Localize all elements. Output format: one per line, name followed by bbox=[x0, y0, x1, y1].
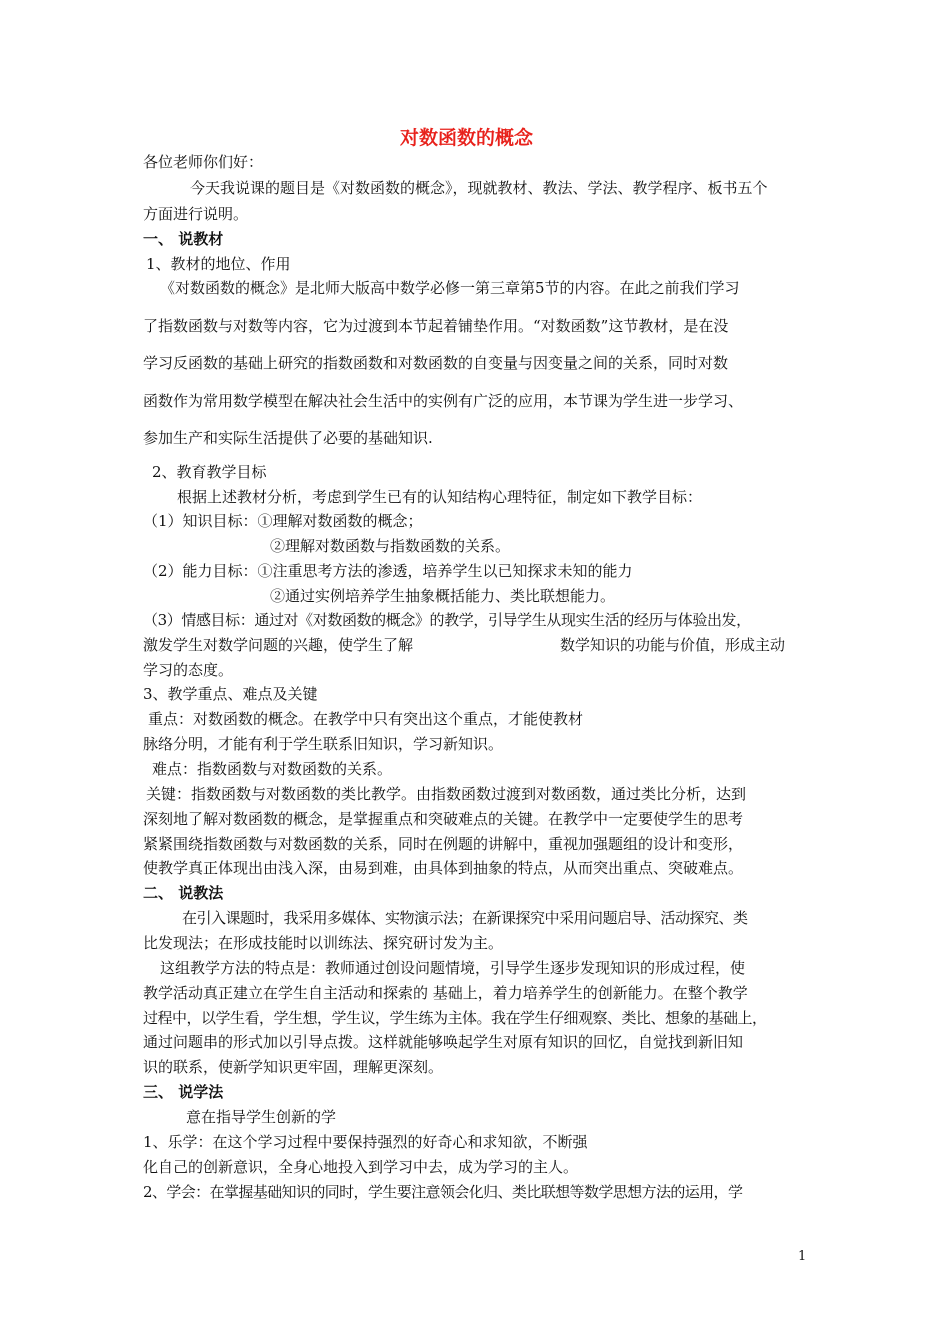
method-2-line-4: 通过问题串的形式加以引导点拨。这样就能够唤起学生对原有知识的回忆，自觉找到新旧知 bbox=[143, 1033, 744, 1051]
crux-line-1: 关键：指数函数与对数函数的类比教学。由指数函数过渡到对数函数，通过类比分析，达到 bbox=[146, 785, 747, 803]
goal-3-line-2a: 激发学生对数学问题的兴趣，使学生了解 bbox=[143, 636, 414, 654]
section-2-heading: 二、 说教法 bbox=[143, 884, 224, 902]
subsection-1-1-heading: 1、教材的地位、作用 bbox=[146, 255, 291, 273]
intro-line-2: 方面进行说明。 bbox=[143, 205, 249, 223]
crux-line-3: 紧紧围绕指数函数与对数函数的关系，同时在例题的讲解中，重视加强题组的设计和变形， bbox=[143, 835, 744, 853]
learning-2-line-1: 2、学会：在掌握基础知识的同时，学生要注意领会化归、类比联想等数学思想方法的运用，学 bbox=[143, 1183, 743, 1201]
method-2-line-1: 这组教学方法的特点是：教师通过创设问题情境，引导学生逐步发现知识的形成过程，使 bbox=[160, 959, 746, 977]
key-point-line-1: 重点：对数函数的概念。在教学中只有突出这个重点，才能使教材 bbox=[148, 710, 584, 728]
section-1-heading: 一、 说教材 bbox=[143, 230, 224, 248]
paragraph-1-line-5: 参加生产和实际生活提供了必要的基础知识. bbox=[143, 429, 433, 447]
goal-3-line-3: 学习的态度。 bbox=[143, 661, 234, 679]
section-3-heading: 三、 说学法 bbox=[143, 1083, 224, 1101]
learning-1-line-1: 1、乐学：在这个学习过程中要保持强烈的好奇心和求知欲，不断强 bbox=[143, 1133, 588, 1151]
learning-intro: 意在指导学生创新的学 bbox=[186, 1108, 337, 1126]
subsection-1-3-heading: 3、教学重点、难点及关键 bbox=[143, 685, 318, 703]
difficulty-line: 难点：指数函数与对数函数的关系。 bbox=[152, 760, 393, 778]
goal-1b: ②理解对数函数与指数函数的关系。 bbox=[270, 537, 511, 555]
goals-intro: 根据上述教材分析，考虑到学生已有的认知结构心理特征，制定如下教学目标： bbox=[177, 488, 703, 506]
method-1-line-1: 在引入课题时，我采用多媒体、实物演示法；在新课探究中采用问题启导、活动探究、类 bbox=[182, 909, 748, 927]
goal-3-line-2b: 数学知识的功能与价值，形成主动 bbox=[560, 636, 786, 654]
intro-line-1: 今天我说课的题目是《对数函数的概念》，现就教材、教法、学法、教学程序、板书五个 bbox=[190, 179, 768, 197]
paragraph-1-line-2: 了指数函数与对数等内容，它为过渡到本节起着铺垫作用。“对数函数”这节教材，是在没 bbox=[143, 317, 729, 335]
subsection-1-2-heading: 2、教育教学目标 bbox=[152, 463, 267, 481]
page-number: 1 bbox=[798, 1249, 807, 1264]
crux-line-4: 使教学真正体现出由浅入深，由易到难，由具体到抽象的特点，从而突出重点、突破难点。 bbox=[143, 859, 744, 877]
method-1-line-2: 比发现法；在形成技能时以训练法、探究研讨发为主。 bbox=[143, 934, 504, 952]
greeting: 各位老师你们好： bbox=[143, 153, 264, 171]
paragraph-1-line-1: 《对数函数的概念》是北师大版高中数学必修一第三章第5节的内容。在此之前我们学习 bbox=[160, 279, 740, 297]
goal-3-line-1: （3）情感目标：通过对《对数函数的概念》的教学，引导学生从现实生活的经历与体验出发， bbox=[143, 611, 751, 629]
paragraph-1-line-3: 学习反函数的基础上研究的指数函数和对数函数的自变量与因变量之间的关系，同时对数 bbox=[143, 354, 729, 372]
paragraph-1-line-4: 函数作为常用数学模型在解决社会生活中的实例有广泛的应用，本节课为学生进一步学习、 bbox=[143, 392, 744, 410]
crux-line-2: 深刻地了解对数函数的概念，是掌握重点和突破难点的关键。在教学中一定要使学生的思考 bbox=[143, 810, 744, 828]
goal-1a: （1）知识目标：①理解对数函数的概念； bbox=[143, 512, 423, 530]
method-2-line-5: 识的联系，使新学知识更牢固，理解更深刻。 bbox=[143, 1058, 444, 1076]
goal-2b: ②通过实例培养学生抽象概括能力、类比联想能力。 bbox=[270, 587, 616, 605]
method-2-line-2: 教学活动真正建立在学生自主活动和探索的 基础上，着力培养学生的创新能力。在整个教学 bbox=[143, 984, 748, 1002]
method-2-line-3: 过程中，以学生看，学生想，学生议，学生练为主体。我在学生仔细观察、类比、想象的基础上， bbox=[143, 1009, 767, 1027]
goal-2a: （2）能力目标：①注重思考方法的渗透，培养学生以已知探求未知的能力 bbox=[143, 562, 633, 580]
learning-1-line-2: 化自己的创新意识，全身心地投入到学习中去，成为学习的主人。 bbox=[143, 1158, 579, 1176]
key-point-line-2: 脉络分明，才能有利于学生联系旧知识，学习新知识。 bbox=[143, 735, 504, 753]
document-title: 对数函数的概念 bbox=[400, 127, 534, 149]
